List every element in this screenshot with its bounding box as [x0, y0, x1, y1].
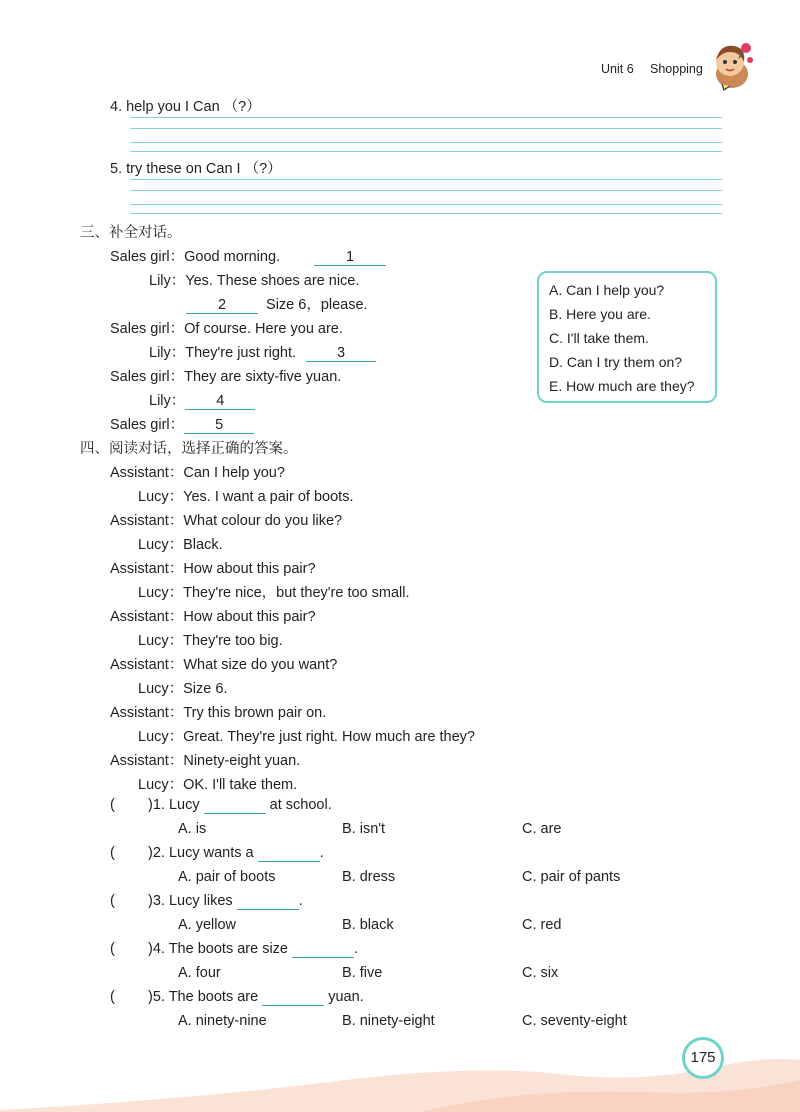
answer-slot[interactable]	[120, 941, 148, 959]
writing-line	[130, 151, 722, 152]
dialogue-line	[110, 749, 300, 770]
dialogue-line	[186, 293, 368, 314]
question-text: Lucy likes	[168, 893, 237, 909]
speaker: Lucy：	[138, 777, 184, 793]
speaker: Assistant：	[110, 705, 184, 721]
line-text: Good morning.	[184, 249, 285, 265]
choice-b[interactable]: B. isn't	[342, 821, 386, 837]
choice-a[interactable]: A. ninety-nine	[178, 1013, 267, 1029]
question-number: 3.	[152, 893, 169, 909]
dialogue-line	[110, 653, 337, 674]
question-text: The boots are	[168, 989, 263, 1005]
section-4-title: 四、阅读对话，选择正确的答案。	[80, 441, 298, 457]
answer-blank[interactable]	[204, 797, 266, 814]
choice-a[interactable]: A. yellow	[178, 917, 237, 933]
writing-line	[130, 179, 722, 180]
dialogue-line	[138, 677, 227, 698]
question-stem	[148, 989, 364, 1006]
speaker: Assistant：	[110, 465, 184, 481]
speaker: Lily：	[149, 345, 186, 361]
answer-blank[interactable]	[186, 297, 258, 314]
question-text: Lucy	[168, 797, 204, 813]
blank-number: 1	[346, 249, 355, 265]
speaker: Lucy：	[138, 489, 184, 505]
line-text: What size do you want?	[183, 657, 338, 673]
answer-paren-close: )	[148, 989, 153, 1005]
answer-blank[interactable]	[184, 417, 254, 434]
choice-a[interactable]: A. pair of boots	[178, 869, 276, 885]
dialogue-line	[138, 725, 475, 746]
reorder-item-4: 4. help you I Can （?）	[110, 99, 261, 115]
line-text: They're just right.	[185, 345, 301, 361]
speaker: Assistant：	[110, 753, 184, 769]
speaker: Lily：	[149, 273, 186, 289]
dialogue-line	[110, 701, 326, 722]
dialogue-line	[138, 485, 354, 506]
line-text: Size 6，please.	[262, 297, 368, 313]
question-stem	[148, 893, 303, 910]
dialogue-line	[138, 773, 297, 794]
line-text: Yes. These shoes are nice.	[185, 273, 360, 289]
dialogue-line	[110, 461, 285, 482]
blank-number: 4	[216, 393, 225, 409]
dialogue-line	[138, 581, 410, 602]
footer-wave-decoration	[0, 1040, 800, 1112]
speaker: Lucy：	[138, 537, 184, 553]
question-text: .	[354, 941, 359, 957]
answer-slot[interactable]	[120, 989, 148, 1007]
line-text: How about this pair?	[183, 561, 316, 577]
choice-a[interactable]: A. is	[178, 821, 207, 837]
question-text: at school.	[265, 797, 332, 813]
line-text: How about this pair?	[183, 609, 316, 625]
line-text: They're too big.	[183, 633, 283, 649]
line-text: Can I help you?	[183, 465, 285, 481]
speaker: Assistant：	[110, 561, 184, 577]
writing-line	[130, 204, 722, 205]
dialogue-line	[138, 629, 283, 650]
choice-c[interactable]: C. are	[522, 821, 562, 837]
dialogue-line	[110, 245, 386, 266]
dialogue-line	[110, 509, 342, 530]
dialogue-line	[138, 533, 223, 554]
answer-paren-close: )	[148, 797, 153, 813]
choice-b[interactable]: B. ninety-eight	[342, 1013, 435, 1029]
question-text: yuan.	[324, 989, 364, 1005]
choice-c[interactable]: C. six	[522, 965, 559, 981]
question-number: 4.	[152, 941, 169, 957]
question-number: 5.	[152, 989, 169, 1005]
writing-line	[130, 117, 722, 118]
line-text: They are sixty-five yuan.	[184, 369, 342, 385]
reorder-item-5: 5. try these on Can I （?）	[110, 161, 282, 177]
writing-line	[130, 142, 722, 143]
option-b: B. Here you are.	[549, 306, 651, 322]
speaker: Lucy：	[138, 585, 184, 601]
choice-c[interactable]: C. seventy-eight	[522, 1013, 627, 1029]
line-text: They're nice，but they're too small.	[183, 585, 410, 601]
answer-blank[interactable]	[258, 845, 320, 862]
answer-paren-open: (	[110, 989, 115, 1005]
speaker: Sales girl：	[110, 417, 185, 433]
dialogue-line	[149, 341, 376, 362]
page-number: 175	[682, 1037, 724, 1079]
answer-slot[interactable]	[120, 893, 148, 911]
speaker: Lily：	[149, 393, 186, 409]
section-3-title: 三、补全对话。	[80, 225, 182, 241]
question-stem	[148, 941, 358, 958]
speaker: Assistant：	[110, 609, 184, 625]
question-number: 1.	[152, 797, 169, 813]
header-topic: Shopping	[650, 62, 703, 76]
dialogue-line	[149, 389, 255, 410]
line-text: Try this brown pair on.	[183, 705, 327, 721]
answer-blank[interactable]	[314, 249, 386, 266]
answer-paren-open: (	[110, 797, 115, 813]
options-box	[537, 271, 717, 403]
writing-line	[130, 213, 722, 214]
question-text: .	[298, 893, 303, 909]
line-text: What colour do you like?	[183, 513, 343, 529]
answer-paren-open: (	[110, 893, 115, 909]
choice-b[interactable]: B. black	[342, 917, 394, 933]
option-c: C. I'll take them.	[549, 330, 649, 346]
answer-paren-close: )	[148, 941, 153, 957]
line-text: Of course. Here you are.	[184, 321, 343, 337]
answer-blank[interactable]	[292, 941, 354, 958]
speaker: Assistant：	[110, 513, 184, 529]
question-number: 2.	[152, 845, 169, 861]
dialogue-line	[149, 269, 359, 290]
girl-mascot-icon	[706, 38, 756, 92]
answer-slot[interactable]	[120, 797, 148, 815]
speaker: Lucy：	[138, 681, 184, 697]
answer-blank[interactable]	[262, 989, 324, 1006]
speaker: Lucy：	[138, 729, 184, 745]
line-text: Ninety-eight yuan.	[183, 753, 301, 769]
dialogue-line	[110, 605, 316, 626]
answer-blank[interactable]	[237, 893, 299, 910]
speaker: Sales girl：	[110, 249, 185, 265]
choice-c[interactable]: C. pair of pants	[522, 869, 621, 885]
answer-paren-close: )	[148, 845, 153, 861]
speaker: Assistant：	[110, 657, 184, 673]
question-stem	[148, 797, 332, 814]
question-stem	[148, 845, 324, 862]
dialogue-line	[110, 557, 316, 578]
line-text: Size 6.	[183, 681, 228, 697]
line-text: Black.	[183, 537, 223, 553]
answer-paren-open: (	[110, 941, 115, 957]
speaker: Sales girl：	[110, 321, 185, 337]
option-e: E. How much are they?	[549, 378, 695, 394]
answer-slot[interactable]	[120, 845, 148, 863]
answer-blank[interactable]	[185, 393, 255, 410]
writing-line	[130, 190, 722, 191]
option-d: D. Can I try them on?	[549, 354, 683, 370]
dialogue-line	[110, 317, 343, 338]
question-text: The boots are size	[168, 941, 293, 957]
blank-number: 5	[215, 417, 224, 433]
option-a: A. Can I help you?	[549, 282, 665, 298]
question-text: Lucy wants a	[168, 845, 258, 861]
dialogue-line	[110, 413, 254, 434]
blank-number: 3	[337, 345, 346, 361]
line-text: Yes. I want a pair of boots.	[183, 489, 354, 505]
speaker: Sales girl：	[110, 369, 185, 385]
line-text: Great. They're just right. How much are they?	[183, 729, 475, 745]
choice-c[interactable]: C. red	[522, 917, 562, 933]
choice-b[interactable]: B. dress	[342, 869, 396, 885]
line-text: OK. I'll take them.	[183, 777, 298, 793]
speaker: Lucy：	[138, 633, 184, 649]
answer-paren-open: (	[110, 845, 115, 861]
answer-blank[interactable]	[306, 345, 376, 362]
header-unit: Unit 6	[601, 62, 634, 76]
blank-number: 2	[217, 297, 227, 313]
choice-b[interactable]: B. five	[342, 965, 383, 981]
question-text: .	[319, 845, 324, 861]
answer-paren-close: )	[148, 893, 153, 909]
dialogue-line	[110, 365, 341, 386]
choice-a[interactable]: A. four	[178, 965, 221, 981]
writing-line	[130, 128, 722, 129]
